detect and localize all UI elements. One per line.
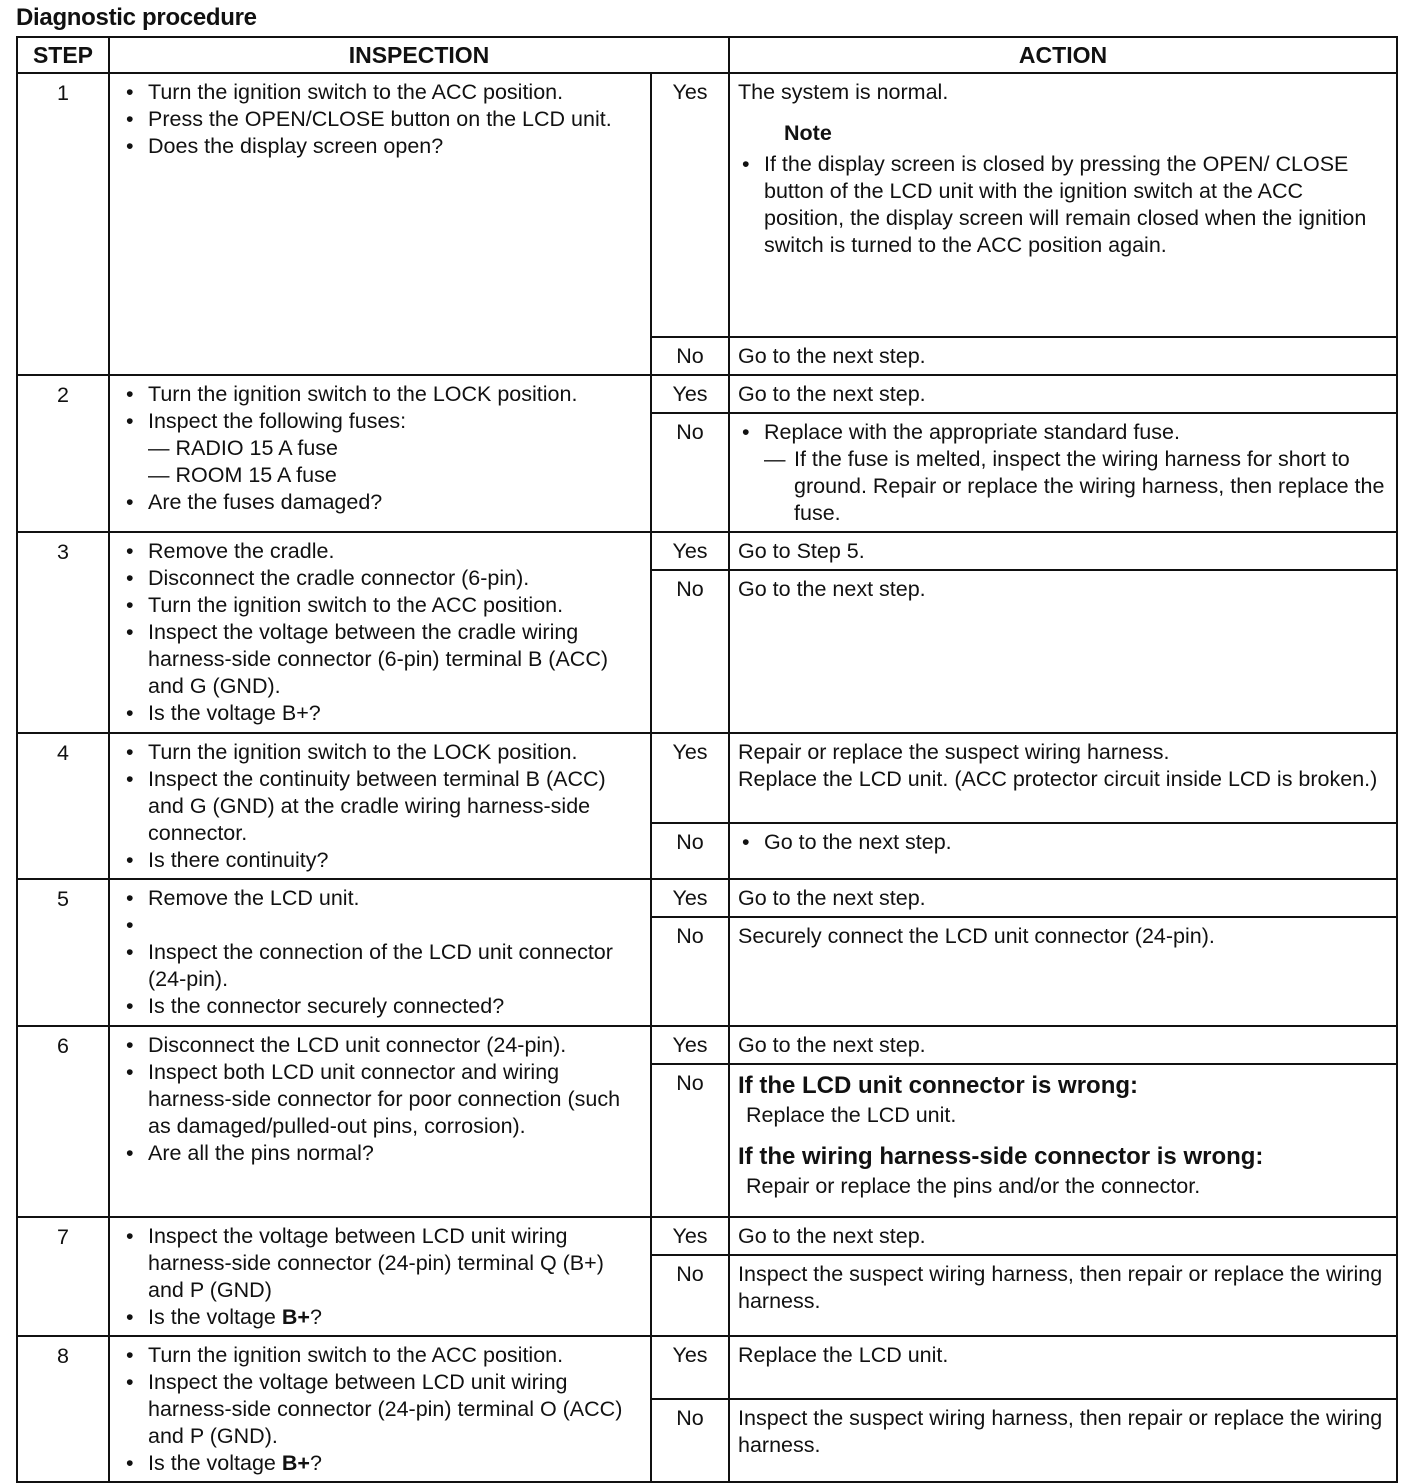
note-title: Note	[784, 121, 832, 145]
inspection-cell	[109, 1336, 651, 1482]
voltage-value: B+	[281, 1451, 310, 1475]
list-item-suffix: ?	[309, 1451, 322, 1475]
list-item	[122, 1304, 642, 1331]
list-item: • Is the connector securely connected?	[122, 993, 642, 1020]
yes-action	[729, 733, 1397, 823]
no-action: Securely connect the LCD unit connector (24-pin).	[729, 917, 1397, 1026]
note-text: • If the display screen is closed by pressing the OPEN/ CLOSE button of the LCD unit with the ignition switch at the ACC position, the display screen will remain closed when the ignition switch is turned to the ACC position again.	[738, 151, 1388, 259]
step-number: 8	[17, 1336, 109, 1482]
yes-label: Yes	[651, 733, 729, 823]
condition-heading: If the LCD unit connector is wrong:	[738, 1072, 1138, 1099]
step-number: 4	[17, 733, 109, 879]
yes-label: Yes	[651, 375, 729, 413]
no-label: No	[651, 917, 729, 1026]
diagnostic-table	[16, 36, 1398, 1483]
yes-label: Yes	[651, 73, 729, 337]
list-item: • Inspect both LCD unit connector and wiring harness-side connector for poor connection (such as damaged/pulled-out pins, corrosion).	[122, 1059, 642, 1140]
step-number: 6	[17, 1026, 109, 1217]
table-row	[17, 1026, 1397, 1064]
action-text: Replace the LCD unit.	[746, 1103, 957, 1127]
list-item: • Go to the next step.	[738, 829, 1388, 856]
no-label: No	[651, 1064, 729, 1217]
list-item: • Inspect the continuity between terminal B (ACC) and G (GND) at the cradle wiring harness-side connector.	[122, 766, 642, 847]
table-row	[17, 879, 1397, 917]
list-item: • Turn the ignition switch to the ACC position.	[122, 1342, 642, 1369]
list-item: • Disconnect the LCD unit connector (24-pin).	[122, 1032, 642, 1059]
step-number: 3	[17, 532, 109, 733]
list-item: • Turn the ignition switch to the LOCK position.	[122, 739, 642, 766]
step-number: 7	[17, 1217, 109, 1336]
header-step: STEP	[17, 37, 109, 73]
no-label: No	[651, 1399, 729, 1482]
list-item: • Are the fuses damaged?	[122, 489, 642, 516]
list-item-text: Inspect the following fuses:	[148, 409, 407, 433]
page-title: Diagnostic procedure	[16, 4, 257, 31]
table-row	[17, 73, 1397, 337]
list-item-suffix: ?	[309, 1305, 322, 1329]
list-item: • Remove the LCD unit.	[122, 885, 642, 912]
inspection-cell	[109, 1217, 651, 1336]
list-item: • Inspect the voltage between LCD unit wiring harness-side connector (24-pin) terminal Q (B+) and P (GND)	[122, 1223, 642, 1304]
inspection-cell	[109, 73, 651, 375]
list-item	[122, 1450, 642, 1477]
yes-action: Replace the LCD unit.	[729, 1336, 1397, 1399]
no-action: Go to the next step.	[729, 337, 1397, 375]
list-item: • Does the display screen open?	[122, 133, 642, 160]
list-item	[738, 419, 1388, 527]
list-item-text: Is the voltage	[148, 1305, 282, 1329]
yes-label: Yes	[651, 1217, 729, 1255]
no-action	[729, 823, 1397, 879]
list-item: • Disconnect the cradle connector (6-pin).	[122, 565, 642, 592]
header-inspection: INSPECTION	[109, 37, 729, 73]
yes-action: Go to the next step.	[729, 1217, 1397, 1255]
step-number: 1	[17, 73, 109, 375]
step-number: 5	[17, 879, 109, 1026]
no-label: No	[651, 413, 729, 532]
no-label: No	[651, 570, 729, 733]
inspection-cell	[109, 879, 651, 1026]
action-text: Replace with the appropriate standard fuse.	[764, 420, 1180, 444]
header-action: ACTION	[729, 37, 1397, 73]
yes-action: Go to the next step.	[729, 879, 1397, 917]
yes-label: Yes	[651, 1026, 729, 1064]
list-item: • Inspect the voltage between the cradle wiring harness-side connector (6-pin) terminal B (ACC) and G (GND).	[122, 619, 642, 700]
list-item	[122, 408, 642, 489]
condition-heading: If the wiring harness-side connector is wrong:	[738, 1143, 1264, 1170]
table-row	[17, 532, 1397, 570]
no-label: No	[651, 823, 729, 879]
no-action	[729, 413, 1397, 532]
yes-action: Go to the next step.	[729, 375, 1397, 413]
list-item: • Are all the pins normal?	[122, 1140, 642, 1167]
action-text: Replace the LCD unit. (ACC protector circuit inside LCD is broken.)	[738, 767, 1378, 791]
list-item: • Inspect the voltage between LCD unit wiring harness-side connector (24-pin) terminal O (ACC) and P (GND).	[122, 1369, 642, 1450]
table-row	[17, 733, 1397, 823]
action-text: Repair or replace the pins and/or the connector.	[746, 1174, 1201, 1198]
no-label: No	[651, 337, 729, 375]
inspection-cell	[109, 375, 651, 532]
step-number: 2	[17, 375, 109, 532]
inspection-cell	[109, 532, 651, 733]
list-item: • Turn the ignition switch to the ACC position.	[122, 592, 642, 619]
list-item-text: Is the voltage	[148, 1451, 282, 1475]
no-action: Inspect the suspect wiring harness, then repair or replace the wiring harness.	[729, 1255, 1397, 1336]
action-text: Repair or replace the suspect wiring harness.	[738, 740, 1170, 764]
table-row	[17, 1217, 1397, 1255]
inspection-cell	[109, 1026, 651, 1217]
no-action	[729, 1064, 1397, 1217]
voltage-value: B+	[281, 1305, 310, 1329]
action-text: The system is normal.	[738, 80, 949, 104]
sub-action-text: — If the fuse is melted, inspect the wiring harness for short to ground. Repair or replace the wiring harness, then replace the fuse.	[764, 446, 1388, 527]
yes-action: Go to Step 5.	[729, 532, 1397, 570]
list-item: • Press the OPEN/CLOSE button on the LCD unit.	[122, 106, 642, 133]
no-action: Inspect the suspect wiring harness, then repair or replace the wiring harness.	[729, 1399, 1397, 1482]
yes-label: Yes	[651, 879, 729, 917]
spacer	[122, 912, 642, 939]
yes-action	[729, 73, 1397, 337]
no-action: Go to the next step.	[729, 570, 1397, 733]
list-item: • Remove the cradle.	[122, 538, 642, 565]
no-label: No	[651, 1255, 729, 1336]
yes-label: Yes	[651, 1336, 729, 1399]
yes-action: Go to the next step.	[729, 1026, 1397, 1064]
table-row	[17, 375, 1397, 413]
table-row	[17, 1336, 1397, 1399]
table-header-row	[17, 37, 1397, 73]
yes-label: Yes	[651, 532, 729, 570]
list-item: • Is the voltage B+?	[122, 700, 642, 727]
inspection-cell	[109, 733, 651, 879]
list-item: • Turn the ignition switch to the ACC position.	[122, 79, 642, 106]
fuse-item: — RADIO 15 A fuse	[148, 436, 339, 460]
fuse-item: — ROOM 15 A fuse	[148, 463, 337, 487]
list-item: • Inspect the connection of the LCD unit connector (24-pin).	[122, 939, 642, 993]
spacer	[738, 1129, 1388, 1141]
list-item: • Is there continuity?	[122, 847, 642, 874]
list-item: • Turn the ignition switch to the LOCK position.	[122, 381, 642, 408]
